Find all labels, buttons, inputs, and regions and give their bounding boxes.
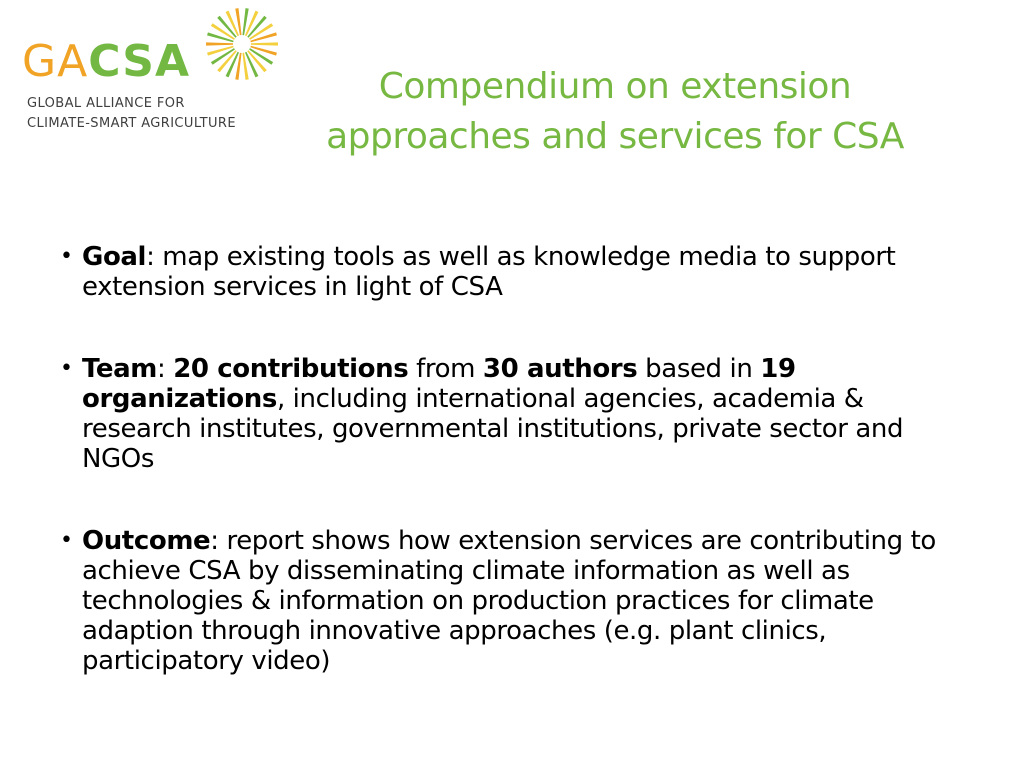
bullet-outcome-text: : report shows how extension services are contributing to achieve CSA by disseminating climate information as well as technologies & information on production practices for climate adaption through innovative approaches (e.g. plant clinics, participatory video)	[82, 526, 936, 676]
logo-subtitle-line2: CLIMATE-SMART AGRICULTURE	[27, 116, 236, 131]
bullet-goal-label: Goal	[82, 242, 147, 272]
bullet-team-sep: :	[156, 354, 174, 384]
logo-wordmark-ga: GA	[22, 36, 89, 87]
bullet-marker: •	[60, 356, 73, 381]
bullet-team-contributions: 20 contributions	[173, 354, 409, 384]
bullet-goal	[58, 242, 968, 302]
bullet-team-label: Team	[82, 354, 157, 384]
bullet-goal-text: : map existing tools as well as knowledge media to support extension services in light of CSA	[82, 242, 896, 302]
sun-ray	[250, 32, 277, 42]
bullet-team	[58, 354, 968, 474]
bullet-outcome-label: Outcome	[82, 526, 211, 556]
gacsa-logo	[22, 4, 282, 134]
bullet-marker: •	[60, 244, 73, 269]
bullet-team-authors: 30 authors	[482, 354, 638, 384]
sun-ray	[206, 42, 233, 45]
slide-title	[300, 62, 930, 162]
bullet-team-based: based in	[637, 354, 761, 384]
sun-ray	[250, 46, 277, 56]
sun-ray	[207, 46, 234, 56]
sun-ray	[251, 42, 278, 45]
bullet-team-rest: , including international agencies, academia & research institutes, governmental institutions, private sector and NGOs	[82, 384, 904, 474]
bullet-list	[58, 242, 968, 676]
bullet-team-organizations: 19 organizations	[82, 354, 796, 414]
slide-title-line2: approaches and services for CSA	[326, 116, 904, 157]
slide-title-line1: Compendium on extension	[378, 66, 852, 107]
sun-icon	[202, 4, 282, 84]
bullet-marker: •	[60, 528, 73, 553]
logo-wordmark-csa: CSA	[88, 36, 191, 87]
logo-subtitle-line1: GLOBAL ALLIANCE FOR	[27, 96, 185, 111]
logo-wordmark	[22, 34, 190, 90]
sun-ray	[207, 32, 234, 42]
bullet-team-from: from	[408, 354, 483, 384]
bullet-outcome	[58, 526, 968, 676]
